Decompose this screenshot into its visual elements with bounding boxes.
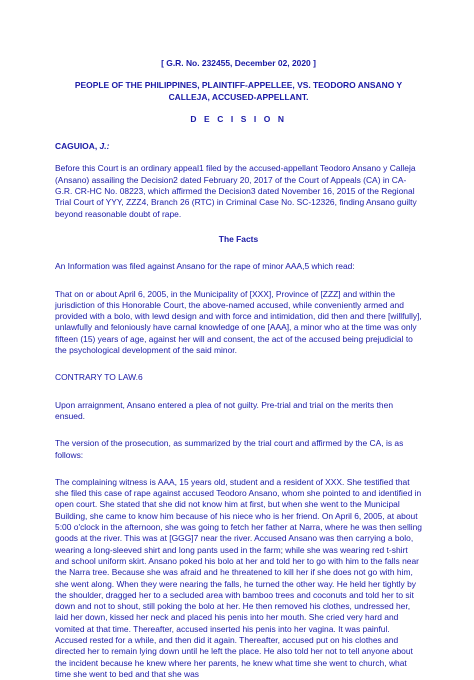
arraignment-paragraph: Upon arraignment, Ansano entered a plea of not guilty. Pre-trial and trial on the merits then ensued. (55, 399, 394, 421)
case-parties: PEOPLE OF THE PHILIPPINES, PLAINTIFF-APPELLEE, VS. TEODORO ANSANO Y CALLEJA, ACCUSED-APPELLANT. (74, 80, 403, 102)
ponente (55, 141, 422, 152)
ponente-name: CAGUIOA, (55, 141, 98, 152)
information-intro: An Information was filed against Ansano for the rape of minor AAA,5 which read: (55, 261, 355, 272)
intro-paragraph: Before this Court is an ordinary appeal1 filed by the accused-appellant Teodoro Ansano y Calleja (Ansano) assailing the Decision2 dated February 20, 2017 of the Court of Appeals (CA) in CA-G.R. CR-HC No. 08223, which affirmed the Decision3 dated November 16, 2015 of the Regional Trial Court of YYY, ZZZ4, Branch 26 (RTC) in Criminal Case No. SC-12326, finding Ansano guilty beyond reasonable doubt of rape. (55, 163, 417, 219)
prosecution-intro: The version of the prosecution, as summarized by the trial court and affirmed by the CA, is as follows: (55, 438, 404, 460)
decision-heading: D E C I S I O N (190, 113, 287, 124)
ponente-suffix: J.: (99, 141, 110, 152)
facts-heading: The Facts (218, 233, 259, 244)
contrary-to-law: CONTRARY TO LAW.6 (55, 372, 143, 383)
case-number: [ G.R. No. 232455, December 02, 2020 ] (161, 58, 316, 68)
testimony-paragraph: The complaining witness is AAA, 15 years old, student and a resident of XXX. She testified that she filed this case of rape against accused Teodoro Ansano, whom she pointed to and identified in open court. She stated that she did not know him at first, but when she went to the Municipal Building, she came to know him because of his niece who is her friend. On April 6, 2005, at about 5:00 o'clock in the afternoon, she was going to fetch her father at Narra, where he was then selling goods at the river. This was at [GGG]7 near the river. Accused Ansano was then carrying a bolo, wearing a long-sleeved shirt and long pants used in the farm; while she was wearing red t-shirt and school uniform skirt. Ansano poked his bolo at her and told her to go with him to the falls near the Narra tree. Because she was afraid and he threatened to kill her if she does not go with him, she went along. When they were nearing the falls, he turned the other way. He held her tightly by the shoulder, dragged her to a secluded area with bamboo trees and coconuts and told her to sit down and not to shout, still poking the bolo at her. He then removed his clothes, undressed her, laid her down, kissed her neck and placed his penis into her mouth. She cried very hard and vomited at that time. Thereafter, accused inserted his penis into her vagina. It was painful. Accused rested for a while, and then did it again. Thereafter, accused put on his clothes and directed her to remain lying down until he left the place. He also told her not to tell anyone about the incident because he knew where her parents, he knew what time she went to church, what time she went to bed and that she was (55, 476, 422, 679)
information-text: That on or about April 6, 2005, in the Municipality of [XXX], Province of [ZZZ] and within the jurisdiction of this Honorable Court, the above-named accused, while conveniently armed and provided with a bolo, with lewd design and with force and intimidation, did then and there [willfully], unlawfully and feloniously have carnal knowledge of one [AAA], a minor who at the time was only fifteen (15) years of age, against her will and consent, the act of the accused being prejudicial to the psychological development of the said minor. (55, 288, 422, 356)
